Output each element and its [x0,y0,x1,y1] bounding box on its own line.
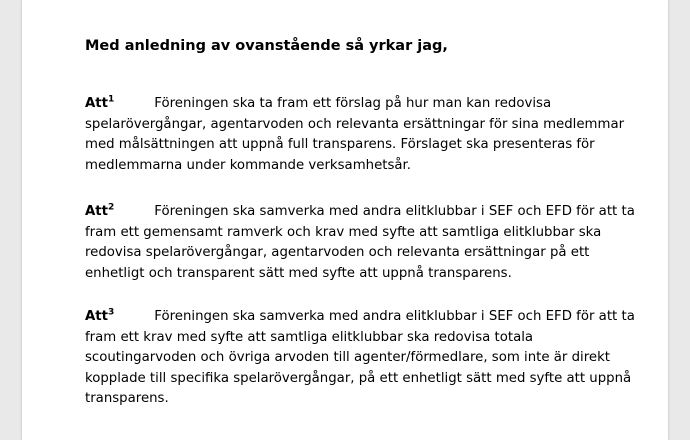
clause-number: 3 [108,307,115,318]
clause-text: Föreningen ska samverka med andra elitklubbar i SEF och EFD för att ta fram ett krav med syfte att samtliga elitklubbar ska redovisa totala scoutingarvoden och övriga arvoden till agenter/förmedlare, som inte är direkt kopplade till specifika spelarövergångar, på ett enhetligt sätt med syfte att uppnå transparens. [85,309,635,406]
clause-3 [85,307,645,410]
document-page [22,0,668,440]
clause-2 [85,202,645,284]
clause-label: Att$^2$ [85,202,115,219]
clause-label: Att$^3$ [85,307,115,324]
clause-label: Att$^1$ [85,94,115,111]
clause-text: Föreningen ska ta fram ett förslag på hur man kan redovisa spelarövergångar, agentarvoden och relevanta ersättningar för sina medlemmar med målsättningen att uppnå full transparens. Förslaget ska presenteras för medlemmarna under kommande verksamhetsår. [85,96,625,173]
clause-number: 2 [108,202,115,213]
clause-1 [85,94,645,176]
clause-number: 1 [108,94,115,105]
clause-text: Föreningen ska samverka med andra elitklubbar i SEF och EFD för att ta fram ett gemensamt ramverk och krav med syfte att samtliga elitklubbar ska redovisa spelarövergångar, agentarvoden och relevanta ersättningar på ett enhetligt och transparent sätt med syfte att uppnå transparens. [85,204,635,281]
document-heading: Med anledning av ovanstående så yrkar jag, [85,38,448,54]
